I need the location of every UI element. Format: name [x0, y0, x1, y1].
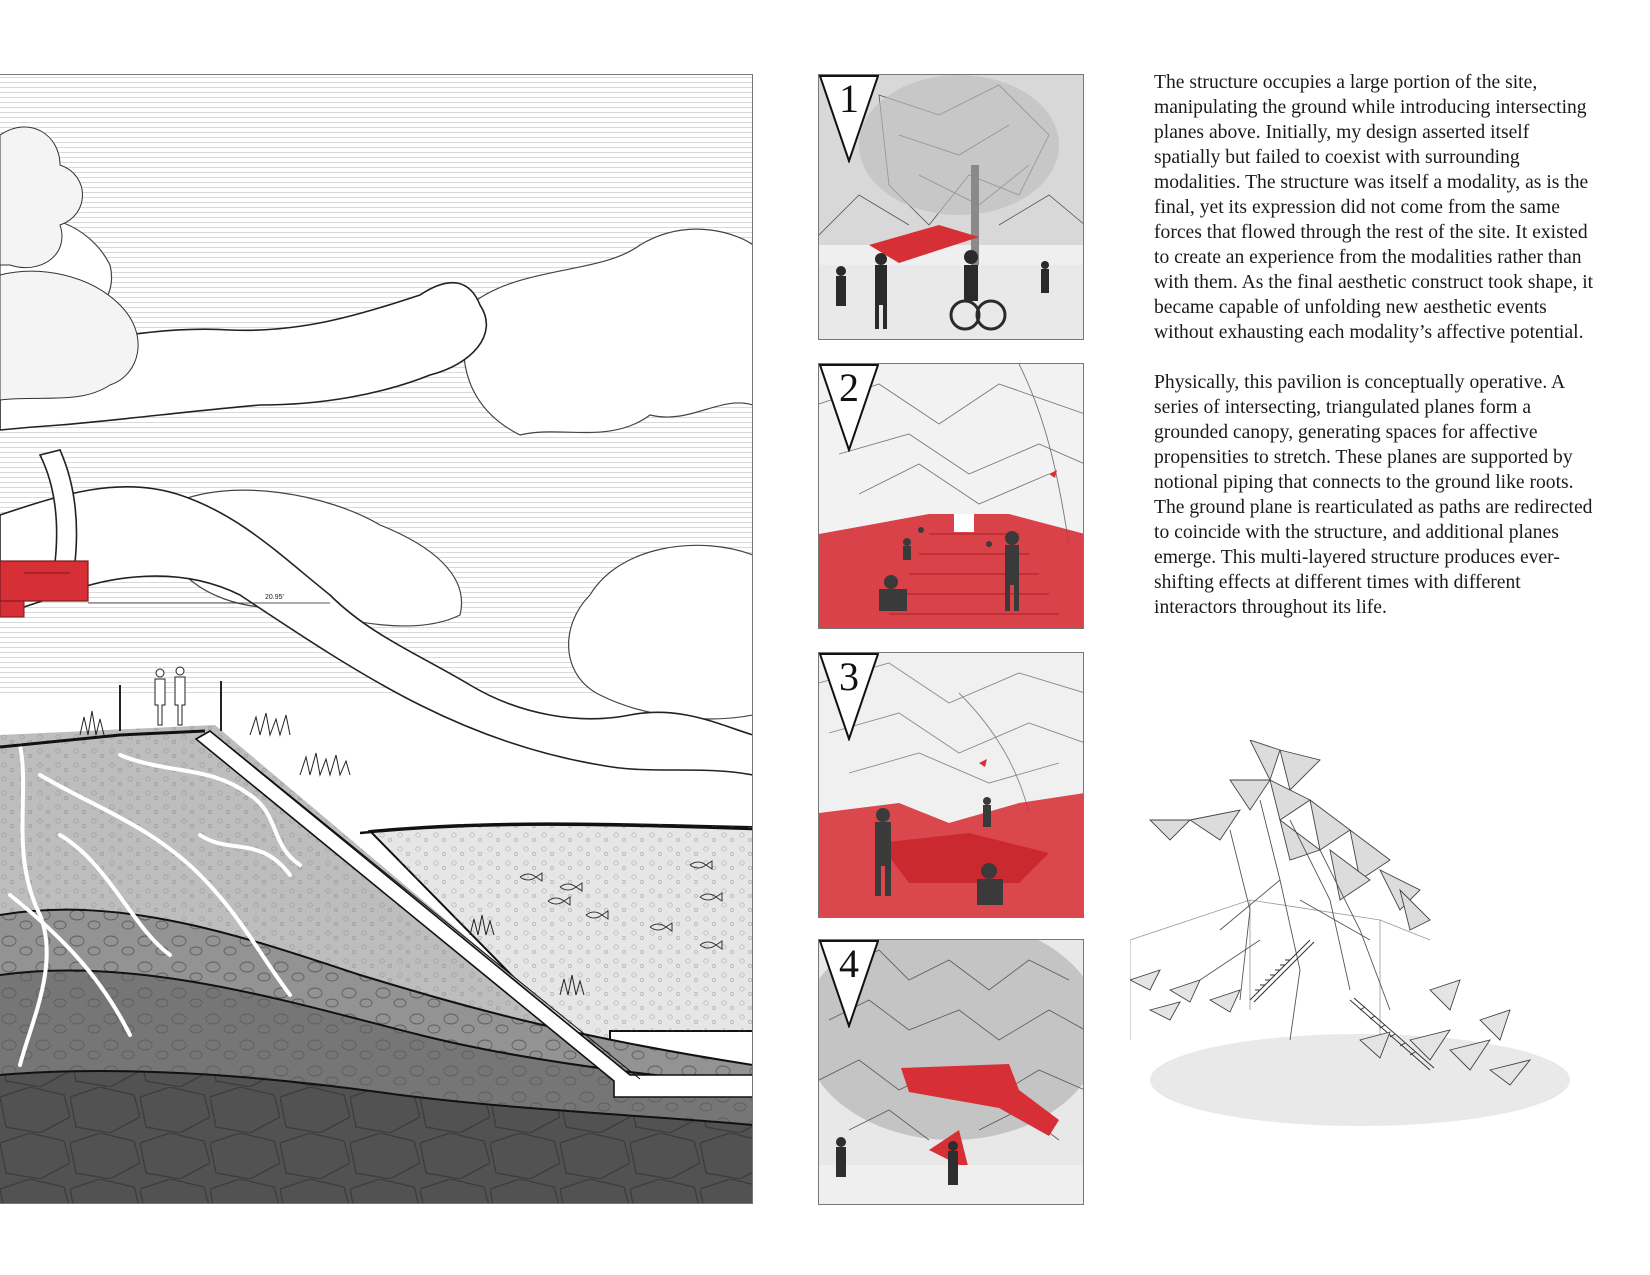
frame-number: 2 — [839, 365, 859, 410]
frame-number: 1 — [839, 76, 859, 121]
dimension-label: 20.95' — [265, 594, 284, 601]
axonometric-model — [1130, 740, 1570, 1160]
perspective-frame-2 — [818, 363, 1084, 629]
perspective-frame-4 — [818, 939, 1084, 1205]
red-stair-seating — [819, 514, 1084, 629]
frame-number-badge — [819, 364, 879, 452]
frame-number: 4 — [839, 941, 859, 986]
frame-number-badge — [819, 653, 879, 741]
frame-number: 3 — [839, 654, 859, 699]
perspective-frame-1 — [818, 74, 1084, 340]
paragraph-1: The structure occupies a large portion of the site, manipulating the ground while introducing intersecting planes above. Initially, my design asserted itself spatially but failed to coexist with surrounding modalities. The structure was itself a modality, as is the final, yet its expression did not come from the same forces that flowed through the rest of the site. It existed to create an experience from the modalities rather than with them. As the final aesthetic construct took shape, it became capable of unfolding new aesthetic events without exhausting each modality’s affective potential. — [1154, 72, 1594, 343]
narrative-text — [1154, 70, 1594, 645]
frame-number-badge — [819, 75, 879, 163]
site-section-drawing — [0, 74, 753, 1204]
model-illustration — [1130, 740, 1570, 1160]
perspective-frame-3 — [818, 652, 1084, 918]
frame-number-badge — [819, 940, 879, 1028]
section-illustration — [0, 75, 753, 1204]
paragraph-2: Physically, this pavilion is conceptually operative. A series of intersecting, triangulated planes form a grounded canopy, generating spaces for affective propensities to stretch. These planes are supported by notional piping that connects to the ground like roots. The ground plane is rearticulated as paths are redirected to coincide with the structure, and additional planes emerge. This multi-layered structure produces ever-shifting effects at different times with different interactors throughout its life. — [1154, 372, 1593, 618]
